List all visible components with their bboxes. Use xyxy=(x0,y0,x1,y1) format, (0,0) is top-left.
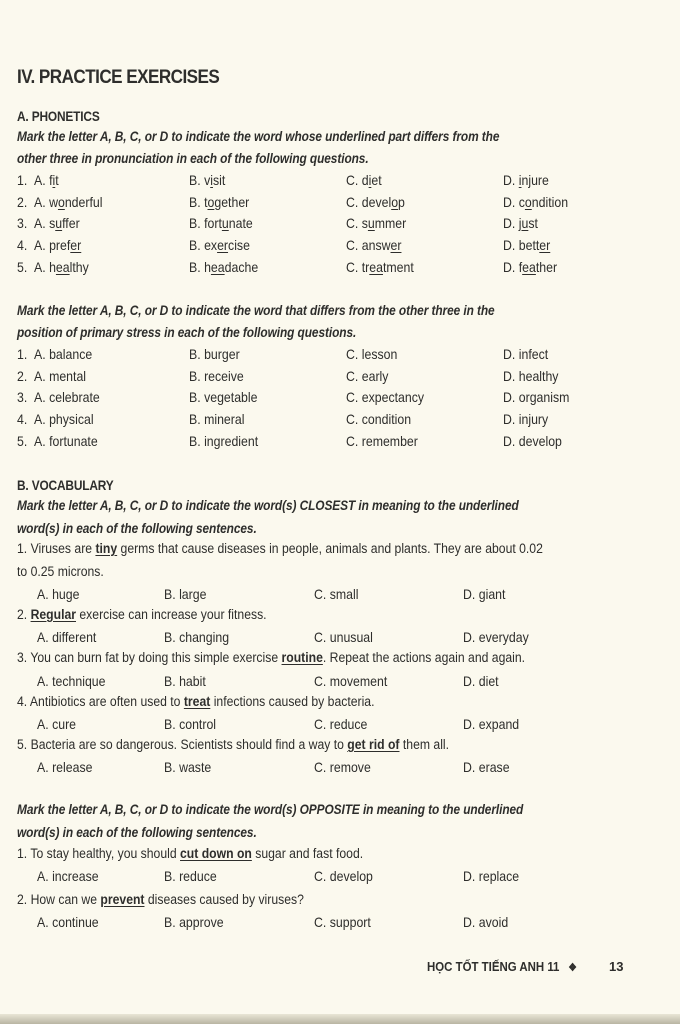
answer-option: C. develop xyxy=(314,868,373,884)
sentence-text: 3. You can burn fat by doing this simple exercise xyxy=(17,650,282,666)
page-number: 13 xyxy=(609,959,624,974)
page-edge-shadow xyxy=(0,1014,680,1024)
answer-option xyxy=(34,194,103,210)
section-heading-phonetics: A. PHONETICS xyxy=(17,108,100,124)
answer-option: D. avoid xyxy=(463,914,509,930)
underlined-sound: ea xyxy=(522,258,536,275)
answer-option: B. reduce xyxy=(164,868,217,884)
question-sentence xyxy=(17,694,374,710)
pronunciation-instruction-line2: other three in pronunciation in each of the following questions. xyxy=(17,150,369,166)
option-text: ther xyxy=(535,258,558,275)
sentence-text: infections caused by bacteria. xyxy=(210,694,375,710)
question-number: 4. xyxy=(17,411,28,428)
answer-option: B. habit xyxy=(164,673,206,689)
underlined-keyword: Regular xyxy=(30,607,77,623)
underlined-keyword: prevent xyxy=(100,892,145,908)
underlined-sound: u xyxy=(367,215,375,232)
underlined-sound: er xyxy=(390,237,402,254)
underlined-sound: i xyxy=(518,172,522,188)
answer-option: C. remember xyxy=(346,432,418,449)
opposite-instruction-line1: Mark the letter A, B, C, or D to indicate the word(s) OPPOSITE in meaning to the underlined xyxy=(17,801,524,817)
answer-option: D. diet xyxy=(463,673,499,689)
answer-option xyxy=(34,259,89,275)
underlined-keyword: tiny xyxy=(95,541,118,557)
option-text: p xyxy=(398,193,405,210)
underlined-sound: o xyxy=(207,193,215,210)
option-text: B. ex xyxy=(189,237,218,254)
option-text: C. devel xyxy=(346,193,392,210)
option-text: B. v xyxy=(189,172,211,188)
sentence-text: 2. xyxy=(17,607,31,623)
answer-option xyxy=(346,172,382,188)
question-sentence xyxy=(17,892,304,908)
answer-option xyxy=(189,172,225,188)
underlined-keyword: routine xyxy=(281,650,323,666)
question-sentence-continued: to 0.25 microns. xyxy=(17,564,104,580)
option-text: ndition xyxy=(531,193,569,210)
question-number: 3. xyxy=(17,389,28,406)
question-sentence xyxy=(17,737,449,753)
underlined-sound: i xyxy=(368,172,372,188)
option-text: mmer xyxy=(374,215,407,232)
answer-option: D. develop xyxy=(503,432,562,449)
answer-option xyxy=(346,215,406,231)
stress-instruction-line2: position of primary stress in each of the following questions. xyxy=(17,324,357,340)
answer-option: A. release xyxy=(37,759,93,775)
sentence-text: diseases caused by viruses? xyxy=(144,892,304,908)
answer-option: C. small xyxy=(314,586,359,602)
answer-option: A. fortunate xyxy=(34,432,98,449)
underlined-sound: u xyxy=(521,215,529,232)
option-text: C. tr xyxy=(346,258,370,275)
answer-option xyxy=(346,194,405,210)
option-text: D. bett xyxy=(503,237,540,254)
option-text: sit xyxy=(212,172,226,188)
question-number: 1. xyxy=(17,346,28,362)
answer-option: A. cure xyxy=(37,716,77,732)
answer-option: A. different xyxy=(37,629,97,645)
question-sentence xyxy=(17,846,363,862)
option-text: nate xyxy=(228,215,253,232)
option-text: D. c xyxy=(503,193,525,210)
sentence-text: germs that cause diseases in people, animals and plants. They are about 0.02 xyxy=(117,541,543,557)
diamond-ornament-icon: ❖ xyxy=(568,962,577,974)
sentence-text: 1. Viruses are xyxy=(17,541,96,557)
question-sentence xyxy=(17,650,525,666)
sentence-text: 5. Bacteria are so dangerous. Scientists should find a way to xyxy=(17,737,348,753)
answer-option: B. mineral xyxy=(189,411,245,428)
answer-option xyxy=(34,215,80,231)
underlined-sound: i xyxy=(52,172,56,188)
answer-option: B. changing xyxy=(164,629,230,645)
answer-option: B. receive xyxy=(189,367,244,384)
underlined-sound: o xyxy=(57,193,65,210)
answer-option xyxy=(503,172,549,188)
sentence-text: . Repeat the actions again and again. xyxy=(322,650,526,666)
answer-option: B. ingredient xyxy=(189,432,259,449)
answer-option: A. balance xyxy=(34,346,93,362)
option-text: dache xyxy=(224,258,259,275)
option-text: B. fort xyxy=(189,215,222,232)
answer-option xyxy=(189,194,249,210)
question-sentence xyxy=(17,607,267,623)
underlined-sound: er xyxy=(70,237,82,254)
underlined-keyword: get rid of xyxy=(347,737,400,753)
answer-option: C. condition xyxy=(346,411,412,428)
underlined-keyword: treat xyxy=(183,694,211,710)
answer-option: C. support xyxy=(314,914,371,930)
answer-option xyxy=(503,194,568,210)
option-text: D. j xyxy=(503,215,522,232)
underlined-sound: u xyxy=(55,215,63,232)
answer-option xyxy=(34,172,59,188)
answer-option: B. control xyxy=(164,716,217,732)
sentence-text: 1. To stay healthy, you should xyxy=(17,846,181,862)
answer-option xyxy=(503,259,557,275)
answer-option: C. lesson xyxy=(346,346,398,362)
question-number: 2. xyxy=(17,367,28,384)
option-text: D. xyxy=(503,172,519,188)
answer-option: D. healthy xyxy=(503,367,559,384)
answer-option: C. movement xyxy=(314,673,388,689)
answer-option: B. approve xyxy=(164,914,224,930)
option-text: B. t xyxy=(189,193,208,210)
question-number: 2. xyxy=(17,193,28,210)
section-heading-vocabulary: B. VOCABULARY xyxy=(17,477,114,493)
answer-option: D. everyday xyxy=(463,629,529,645)
question-number: 1. xyxy=(17,172,28,188)
option-text: cise xyxy=(228,237,250,254)
option-text: C. answ xyxy=(346,237,391,254)
answer-option: A. huge xyxy=(37,586,80,602)
underlined-sound: er xyxy=(217,237,229,254)
running-footer xyxy=(427,959,586,974)
answer-option: D. erase xyxy=(463,759,510,775)
option-text: C. s xyxy=(346,215,368,232)
answer-option xyxy=(346,259,414,275)
option-text: D. f xyxy=(503,258,523,275)
option-text: lthy xyxy=(69,258,89,275)
answer-option xyxy=(503,215,538,231)
option-text: A. h xyxy=(34,258,56,275)
answer-option: B. large xyxy=(164,586,207,602)
answer-option: B. burger xyxy=(189,346,240,362)
answer-option xyxy=(189,259,258,275)
option-text: B. h xyxy=(189,258,211,275)
answer-option: A. mental xyxy=(34,367,87,384)
answer-option xyxy=(189,215,253,231)
option-text: et xyxy=(371,172,382,188)
closest-instruction-line2: word(s) in each of the following sentences. xyxy=(17,520,257,536)
underlined-sound: ea xyxy=(55,258,70,275)
option-text: A. pref xyxy=(34,237,71,254)
answer-option: C. early xyxy=(346,367,389,384)
option-text: njure xyxy=(521,172,549,188)
option-text: C. d xyxy=(346,172,369,188)
answer-option: D. expand xyxy=(463,716,520,732)
answer-option: A. technique xyxy=(37,673,106,689)
answer-option xyxy=(346,237,401,253)
closest-instruction-line1: Mark the letter A, B, C, or D to indicate the word(s) CLOSEST in meaning to the underlined xyxy=(17,497,519,513)
answer-option: D. organism xyxy=(503,389,570,406)
question-number: 3. xyxy=(17,215,28,232)
underlined-sound: ea xyxy=(369,258,383,275)
underlined-sound: er xyxy=(539,237,551,254)
underlined-sound: i xyxy=(210,172,213,188)
option-text: tment xyxy=(382,258,414,275)
sentence-text: 4. Antibiotics are often used to xyxy=(17,694,184,710)
answer-option: C. unusual xyxy=(314,629,373,645)
answer-option: B. waste xyxy=(164,759,212,775)
answer-option: D. replace xyxy=(463,868,520,884)
underlined-keyword: cut down on xyxy=(180,846,252,862)
answer-option: A. continue xyxy=(37,914,99,930)
underlined-sound: u xyxy=(221,215,229,232)
option-text: A. w xyxy=(34,193,58,210)
answer-option: D. infect xyxy=(503,346,549,362)
answer-option: B. vegetable xyxy=(189,389,258,406)
answer-option: C. reduce xyxy=(314,716,368,732)
option-text: A. s xyxy=(34,215,56,232)
option-text: nderful xyxy=(64,193,103,210)
option-text: A. f xyxy=(34,172,53,188)
answer-option: D. injury xyxy=(503,411,549,428)
option-text: ffer xyxy=(62,215,80,232)
book-title: HỌC TỐT TIẾNG ANH 11 xyxy=(427,959,560,974)
sentence-text: exercise can increase your fitness. xyxy=(76,607,267,623)
question-number: 5. xyxy=(17,258,28,275)
answer-option: C. remove xyxy=(314,759,371,775)
opposite-instruction-line2: word(s) in each of the following sentences. xyxy=(17,824,257,840)
sentence-text: 2. How can we xyxy=(17,892,101,908)
question-number: 5. xyxy=(17,432,28,449)
underlined-sound: o xyxy=(524,193,532,210)
question-sentence xyxy=(17,541,543,557)
stress-instruction-line1: Mark the letter A, B, C, or D to indicate the word that differs from the other three in the xyxy=(17,302,495,318)
answer-option xyxy=(503,237,550,253)
question-number: 4. xyxy=(17,237,28,254)
answer-option xyxy=(34,237,81,253)
page-title: IV. PRACTICE EXERCISES xyxy=(17,67,220,88)
answer-option: A. celebrate xyxy=(34,389,100,406)
answer-option: D. giant xyxy=(463,586,506,602)
option-text: gether xyxy=(214,193,250,210)
sentence-text: sugar and fast food. xyxy=(251,846,364,862)
pronunciation-instruction-line1: Mark the letter A, B, C, or D to indicate the word whose underlined part differs from the xyxy=(17,128,500,144)
answer-option xyxy=(189,237,250,253)
option-text: t xyxy=(55,172,59,188)
underlined-sound: o xyxy=(391,193,399,210)
answer-option: A. increase xyxy=(37,868,99,884)
sentence-text: them all. xyxy=(399,737,450,753)
underlined-sound: ea xyxy=(210,258,225,275)
answer-option: A. physical xyxy=(34,411,94,428)
option-text: st xyxy=(528,215,538,232)
answer-option: C. expectancy xyxy=(346,389,425,406)
